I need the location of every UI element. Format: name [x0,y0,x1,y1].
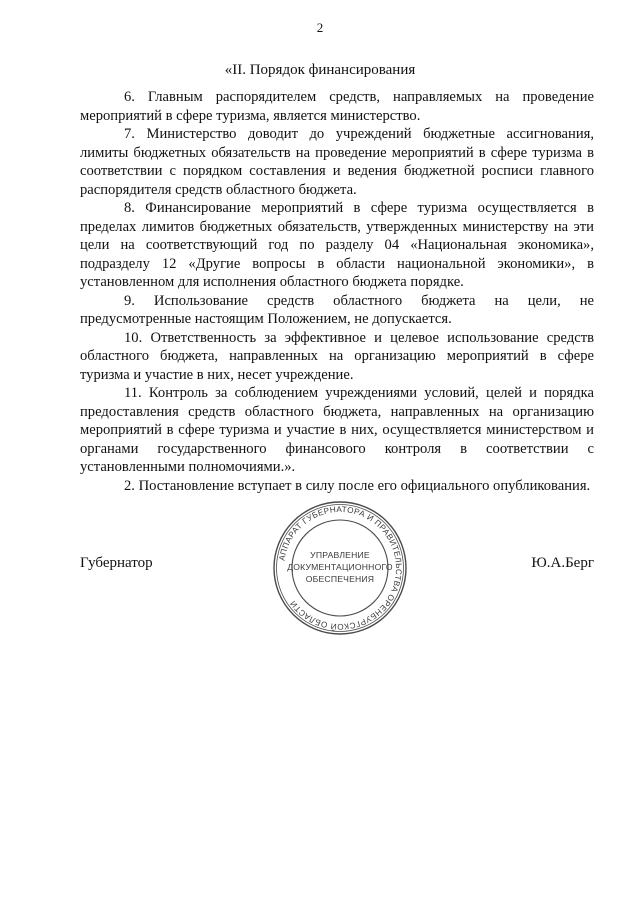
stamp-inner-line: ДОКУМЕНТАЦИОННОГО [287,562,393,572]
section-title: «II. Порядок финансирования [224,62,416,78]
stamp-inner-line: ОБЕСПЕЧЕНИЯ [305,574,375,584]
paragraph: 7. Министерство доводит до учреждений бюджетные ассигнования, лимиты бюджетных обязательств на проведение мероприятий в сфере туризма в соответствии с порядком составления и ведения бюджетной росписи главного распорядителя средств областного бюджета. [80,126,594,198]
page-number: 2 [316,20,324,35]
paragraph: 10. Ответственность за эффективное и целевое использование средств областного бюджета, направленных на организацию мероприятий в сфере туризма и участие в них, несет учреждение. [80,329,594,383]
stamp-ring-text: АППАРАТ ГУБЕРНАТОРА И ПРАВИТЕЛЬСТВА ОРЕНБУРГСКОЙ ОБЛАСТИ [277,504,404,632]
stamp-inner-line: УПРАВЛЕНИЕ [310,550,370,560]
signatory-name: Ю.А.Берг [531,555,594,571]
paragraph: 9. Использование средств областного бюджета на цели, не предусмотренные настоящим Положением, не допускается. [80,292,594,327]
paragraph: 8. Финансирование мероприятий в сфере туризма осуществляется в пределах лимитов бюджетных обязательств, утвержденных министерству на эти цели на соответствующий год по разделу 04 «Национальная экономика», подразделу 12 «Другие вопросы в области национальной экономики», в установленном для исполнения областного бюджета порядке. [80,200,594,290]
signature-block [80,555,594,579]
document-body [80,88,594,495]
paragraph: 6. Главным распорядителем средств, направляемых на проведение мероприятий в сфере туризма, является министерство. [80,89,594,124]
paragraph: 2. Постановление вступает в силу после его официального опубликования. [124,477,591,494]
paragraph: 11. Контроль за соблюдением учреждениями условий, целей и порядка предоставления средств областного бюджета, направленных на организацию мероприятий в сфере туризма и участие в них, осуществляется министерством и органами государственного финансового контроля в соответствии с установленными полномочиями.». [80,385,594,475]
signatory-title: Губернатор [80,555,153,571]
